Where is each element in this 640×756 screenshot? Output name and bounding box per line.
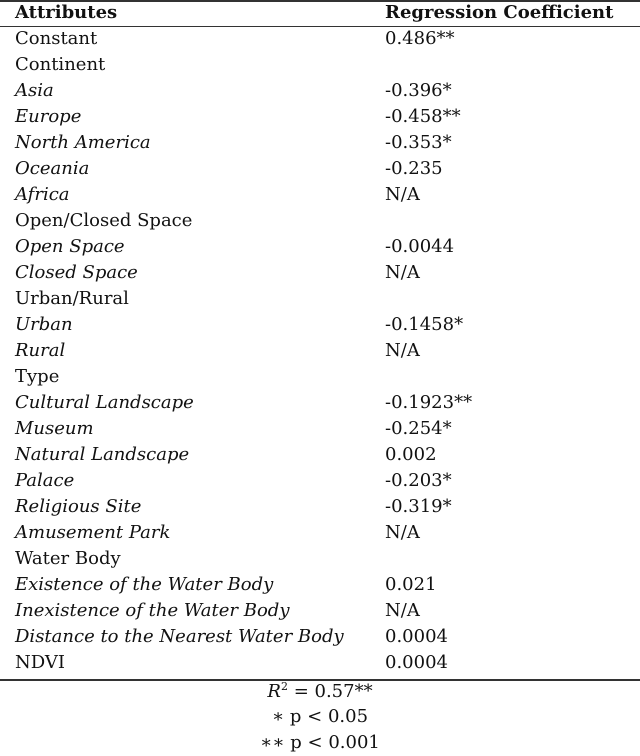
table-header <box>0 0 640 26</box>
attribute-cell: Urban/Rural <box>15 288 129 309</box>
table-row <box>0 600 640 626</box>
coefficient-cell: 0.021 <box>385 574 437 595</box>
coefficient-cell: N/A <box>385 340 420 361</box>
table-row <box>0 184 640 210</box>
coefficient-cell: -0.0044 <box>385 236 455 257</box>
coefficient-cell: N/A <box>385 262 420 283</box>
table-row <box>0 548 640 574</box>
coefficient-cell: -0.1458* <box>385 314 464 335</box>
attribute-cell: Inexistence of the Water Body <box>15 600 290 621</box>
attribute-cell: Africa <box>15 184 70 205</box>
attribute-cell: Water Body <box>15 548 121 569</box>
attribute-cell: Distance to the Nearest Water Body <box>15 626 344 647</box>
table-row <box>0 522 640 548</box>
table-row <box>0 158 640 184</box>
attribute-cell: NDVI <box>15 652 65 673</box>
attribute-cell: Continent <box>15 54 106 75</box>
coefficient-cell: -0.353* <box>385 132 452 153</box>
table-row <box>0 28 640 54</box>
coefficient-cell: 0.002 <box>385 444 437 465</box>
attribute-cell: Palace <box>15 470 75 491</box>
table-row <box>0 80 640 106</box>
table-row <box>0 392 640 418</box>
attribute-cell: Asia <box>15 80 54 101</box>
attribute-cell: Natural Landscape <box>15 444 190 465</box>
header-attributes: Attributes <box>15 2 118 23</box>
table-row <box>0 340 640 366</box>
r2-value: 0.57** <box>314 681 373 702</box>
coefficient-cell: N/A <box>385 522 420 543</box>
significance-note-1: ∗ p < 0.05 <box>271 706 369 727</box>
table-row <box>0 236 640 262</box>
r2-sup: 2 <box>280 680 288 693</box>
r-squared: $R^2 = 0.57**$ <box>267 680 373 702</box>
table-row <box>0 366 640 392</box>
coefficient-cell: -0.458** <box>385 106 461 127</box>
table-row <box>0 626 640 652</box>
coefficient-cell: N/A <box>385 184 420 205</box>
header-rule <box>0 26 640 27</box>
attribute-cell: Open Space <box>15 236 125 257</box>
significance-note-2: ∗∗ p < 0.001 <box>260 732 380 753</box>
attribute-cell: Religious Site <box>15 496 142 517</box>
attribute-cell: Type <box>15 366 60 387</box>
coefficient-cell: -0.1923** <box>385 392 473 413</box>
attribute-cell: Urban <box>15 314 73 335</box>
header-coefficient: Regression Coefficient <box>385 2 614 23</box>
attribute-cell: Museum <box>15 418 94 439</box>
table-row <box>0 418 640 444</box>
r2-symbol: R <box>267 681 281 702</box>
table-row <box>0 470 640 496</box>
attribute-cell: Europe <box>15 106 82 127</box>
attribute-cell: Closed Space <box>15 262 138 283</box>
table-row <box>0 314 640 340</box>
coefficient-cell: 0.0004 <box>385 652 448 673</box>
table-row <box>0 288 640 314</box>
table-row <box>0 652 640 678</box>
coefficient-cell: 0.0004 <box>385 626 448 647</box>
coefficient-cell: 0.486** <box>385 28 455 49</box>
table-row <box>0 444 640 470</box>
coefficient-cell: N/A <box>385 600 420 621</box>
attribute-cell: North America <box>15 132 151 153</box>
attribute-cell: Open/Closed Space <box>15 210 193 231</box>
table-row <box>0 132 640 158</box>
table-row <box>0 106 640 132</box>
attribute-cell: Cultural Landscape <box>15 392 194 413</box>
coefficient-cell: -0.235 <box>385 158 443 179</box>
attribute-cell: Amusement Park <box>15 522 171 543</box>
coefficient-cell: -0.203* <box>385 470 452 491</box>
coefficient-cell: -0.254* <box>385 418 452 439</box>
attribute-cell: Rural <box>15 340 66 361</box>
attribute-cell: Constant <box>15 28 98 49</box>
attribute-cell: Existence of the Water Body <box>15 574 274 595</box>
table-row <box>0 574 640 600</box>
table-row <box>0 54 640 80</box>
table-row <box>0 496 640 522</box>
attribute-cell: Oceania <box>15 158 90 179</box>
coefficient-cell: -0.319* <box>385 496 452 517</box>
coefficient-cell: -0.396* <box>385 80 452 101</box>
table-row <box>0 262 640 288</box>
table-row <box>0 210 640 236</box>
